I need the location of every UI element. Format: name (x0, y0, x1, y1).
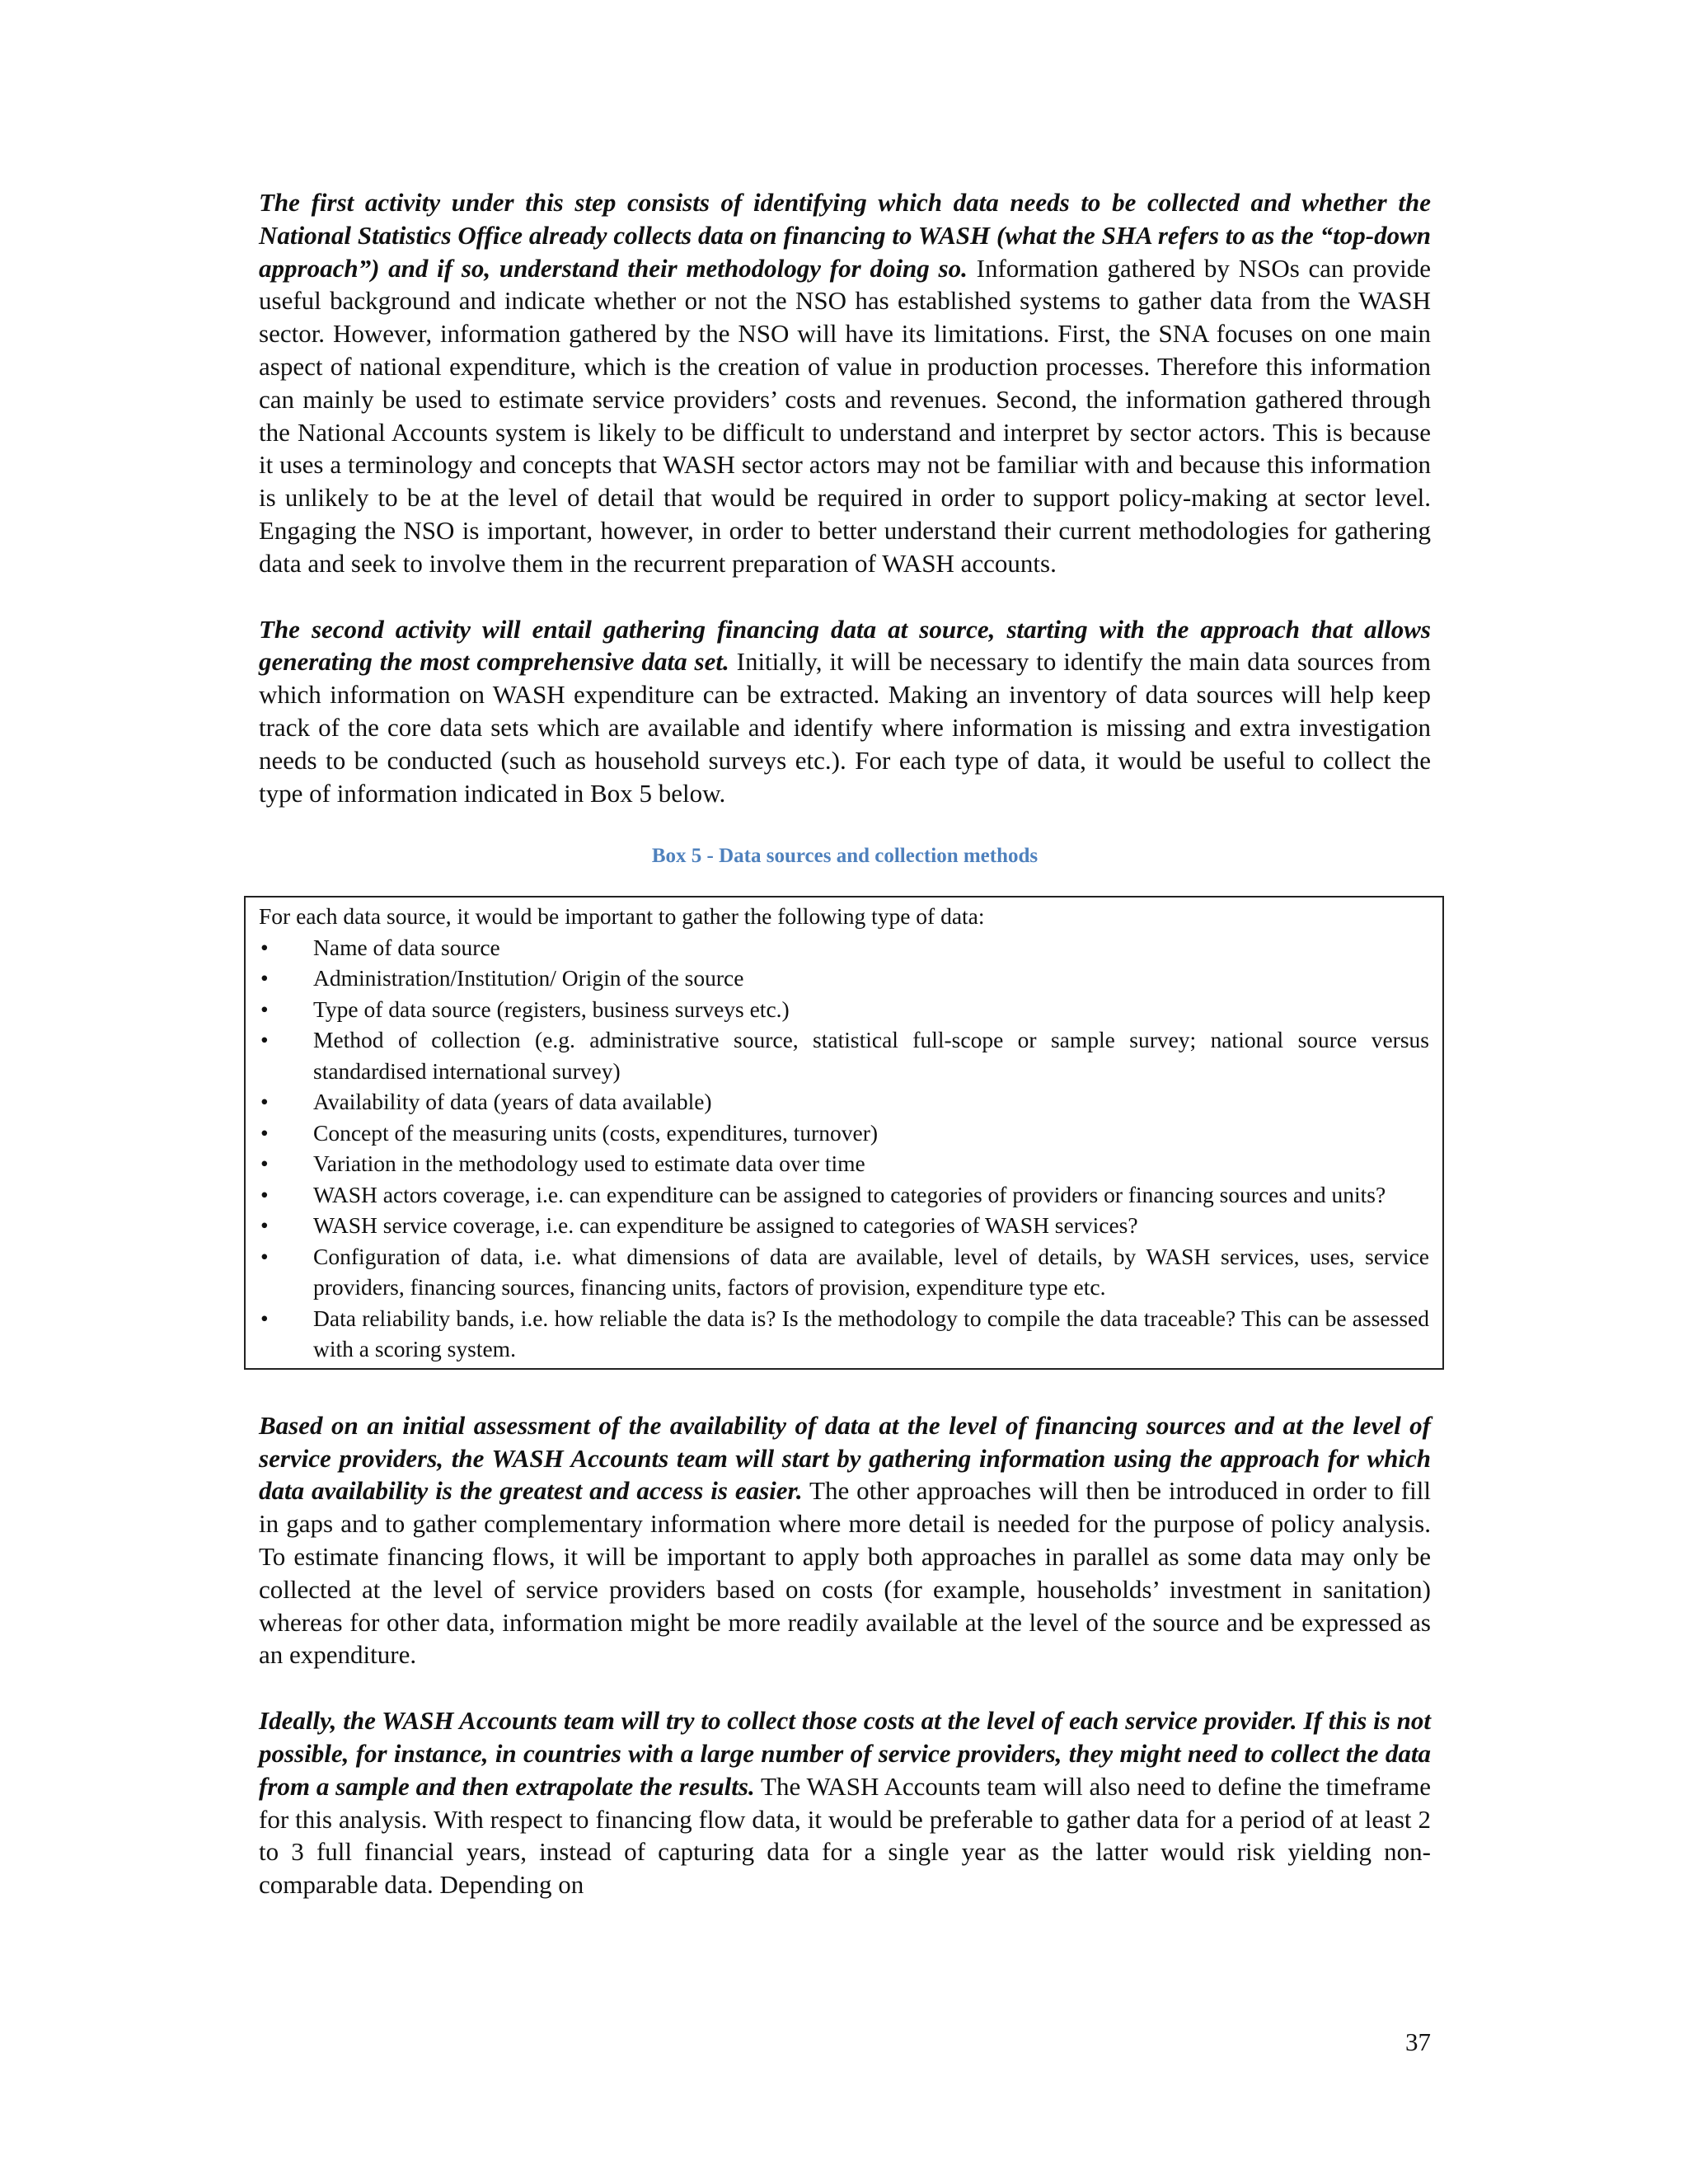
paragraph-lead: The first activity under this step consists of identifying which data needs to be collected and whether the National Statistics Office already collects data on financing to WASH (what the SHA refers to as the “top-down approach”) and if so, understand their methodology for doing so. (259, 188, 1431, 283)
list-item-text: Concept of the measuring units (costs, expenditures, turnover) (313, 1119, 879, 1146)
paragraph-lead: Ideally, the WASH Accounts team will try to collect those costs at the level of each service provider. If this is not possible, for instance, in countries with a large number of service providers, they might need to collect the data from a sample and then extrapolate the results. (259, 1706, 1431, 1801)
bullet-icon: • (260, 934, 269, 960)
list-item (259, 1241, 1429, 1303)
bullet-icon: • (260, 1027, 269, 1053)
box-bullet-list (259, 932, 1429, 1365)
paragraph-body: The other approaches will then be introduced in order to fill in gaps and to gather complementary information where more detail is needed for the purpose of policy analysis. To estimate financing flows, it will be important to apply both approaches in parallel as some data may only be collected at the level of service providers based on costs (for example, households’ investment in sanitation) whereas for other data, information might be more readily available at the level of the source and be expressed as an expenditure. (259, 1476, 1431, 1670)
list-item (259, 1210, 1429, 1241)
bullet-icon: • (260, 1181, 269, 1207)
list-item-text: Type of data source (registers, business surveys etc.) (313, 996, 790, 1022)
list-item (259, 963, 1429, 994)
paragraph-service-provider-costs (259, 1704, 1431, 1901)
list-item (259, 1303, 1429, 1365)
paragraph-second-activity (259, 613, 1431, 810)
list-item-text: Method of collection (e.g. administrative source, statistical full-scope or sample survey; national source versus standardised international survey) (313, 1027, 1429, 1084)
bullet-icon: • (260, 996, 269, 1022)
bullet-icon: • (260, 1151, 269, 1177)
paragraph-initial-assessment (259, 1409, 1431, 1671)
list-item (259, 1148, 1429, 1179)
paragraph-body: The WASH Accounts team will also need to define the timeframe for this analysis. With respect to financing flow data, it would be preferable to gather data for a period of at least 2 to 3 full financial years, instead of capturing data for a single year as the latter would risk yielding non-comparable data. Depending on (259, 1771, 1431, 1900)
list-item-text: Name of data source (313, 934, 500, 960)
paragraph-first-activity (259, 186, 1431, 580)
list-item (259, 1118, 1429, 1149)
list-item (259, 994, 1429, 1025)
page-content (259, 186, 1431, 1901)
list-item-text: Variation in the methodology used to estimate data over time (313, 1151, 865, 1177)
bullet-icon: • (260, 1089, 269, 1115)
bullet-icon: • (260, 965, 269, 991)
bullet-icon: • (260, 1243, 269, 1269)
paragraph-body: Initially, it will be necessary to identify the main data sources from which information on WASH expenditure can be extracted. Making an inventory of data sources will help keep track of the core data sets which are available and identify where information is missing and extra investigation needs to be conducted (such as household surveys etc.). For each type of data, it would be useful to collect the type of information indicated in Box 5 below. (259, 647, 1431, 808)
list-item (259, 1086, 1429, 1118)
bullet-icon: • (260, 1119, 269, 1146)
list-item (259, 1024, 1429, 1086)
paragraph-body: Information gathered by NSOs can provide useful background and indicate whether or not the NSO has established systems to gather data from the WASH sector. However, information gathered by the NSO will have its limitations. First, the SNA focuses on one main aspect of national expenditure, which is the creation of value in production processes. Therefore this information can mainly be used to estimate service providers’ costs and revenues. Second, the information gathered through the National Accounts system is likely to be difficult to understand and interpret by sector actors. This is because it uses a terminology and concepts that WASH sector actors may not be familiar with and because this information is unlikely to be at the level of detail that would be required in order to support policy-making at sector level. Engaging the NSO is important, however, in order to better understand their current methodologies for gathering data and seek to involve them in the recurrent preparation of WASH accounts. (259, 253, 1431, 578)
list-item-text: Administration/Institution/ Origin of the source (313, 965, 744, 991)
list-item (259, 1179, 1429, 1211)
list-item-text: Availability of data (years of data available) (313, 1089, 712, 1115)
list-item-text: WASH actors coverage, i.e. can expenditure can be assigned to categories of providers or financing sources and units? (313, 1181, 1386, 1207)
box-intro: For each data source, it would be important to gather the following type of data: (259, 903, 985, 930)
bullet-icon: • (260, 1305, 269, 1331)
paragraph-lead: The second activity will entail gathering financing data at source, starting with the approach that allows generating the most comprehensive data set. (259, 614, 1431, 677)
page-number: 37 (1405, 2027, 1431, 2056)
box-caption: Box 5 - Data sources and collection methods (651, 845, 1039, 868)
list-item-text: Data reliability bands, i.e. how reliable the data is? Is the methodology to compile the data traceable? This can be assessed with a scoring system. (313, 1305, 1429, 1362)
list-item-text: Configuration of data, i.e. what dimensions of data are available, level of details, by WASH services, uses, service providers, financing sources, financing units, factors of provision, expenditure type etc. (313, 1243, 1429, 1301)
bullet-icon: • (260, 1212, 269, 1239)
paragraph-lead: Based on an initial assessment of the availability of data at the level of financing sources and at the level of service providers, the WASH Accounts team will start by gathering information using the approach for which data availability is the greatest and access is easier. (259, 1410, 1431, 1506)
data-sources-box (244, 896, 1444, 1370)
list-item-text: WASH service coverage, i.e. can expenditure be assigned to categories of WASH services? (313, 1212, 1138, 1239)
list-item (259, 932, 1429, 963)
